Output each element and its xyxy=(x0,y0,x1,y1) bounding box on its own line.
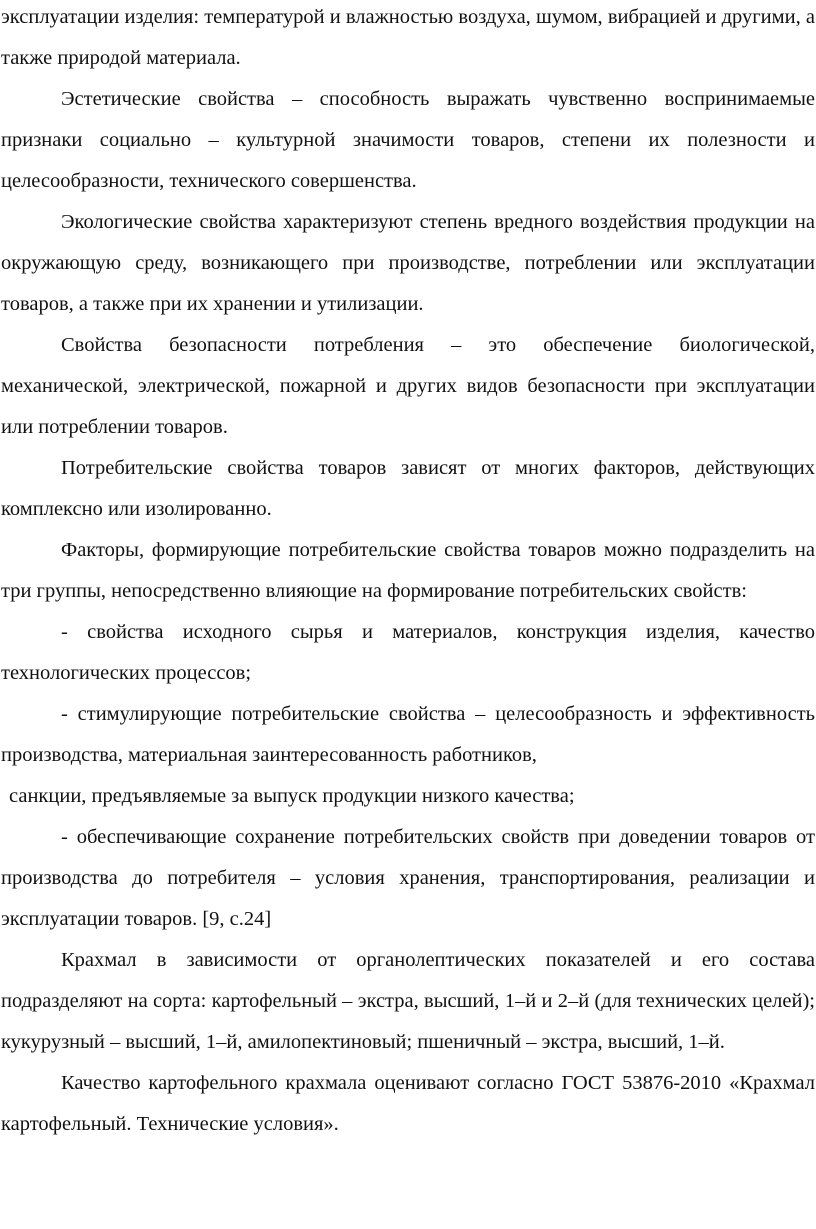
list-item-preserving: - обеспечивающие сохранение потребительских свойств при доведении товаров от производства до потребителя – условия хранения, транспортирования, реализации и эксплуатации товаров. [9, с.24] xyxy=(1,826,815,930)
paragraph-continuation: эксплуатации изделия: температурой и влажностью воздуха, шумом, вибрацией и другими, а также природой материала. xyxy=(1,6,815,69)
list-item-stimulating: - стимулирующие потребительские свойства – целесообразность и эффективность производства, материальная заинтересованность работников, xyxy=(1,703,815,766)
list-item-sanctions: санкции, предъявляемые за выпуск продукции низкого качества; xyxy=(9,785,575,807)
paragraph-aesthetic-properties: Эстетические свойства – способность выражать чувственно воспринимаемые признаки социально – культурной значимости товаров, степени их полезности и целесообразности, технического совершенства. xyxy=(1,88,815,192)
paragraph-starch-quality: Качество картофельного крахмала оценивают согласно ГОСТ 53876-2010 «Крахмал картофельный. Технические условия». xyxy=(1,1072,815,1135)
paragraph-starch-grades: Крахмал в зависимости от органолептических показателей и его состава подразделяют на сорта: картофельный – экстра, высший, 1–й и 2–й (для технических целей); кукурузный – высший, 1–й, амилопектиновый; пшеничный – экстра, высший, 1–й. xyxy=(1,949,815,1053)
paragraph-ecological-properties: Экологические свойства характеризуют степень вредного воздействия продукции на окружающую среду, возникающего при производстве, потреблении или эксплуатации товаров, а также при их хранении и утилизации. xyxy=(1,211,815,315)
list-item-raw-materials: - свойства исходного сырья и материалов, конструкция изделия, качество технологических процессов; xyxy=(1,621,815,684)
paragraph-safety-properties: Свойства безопасности потребления – это обеспечение биологической, механической, электрической, пожарной и других видов безопасности при эксплуатации или потреблении товаров. xyxy=(1,334,815,438)
paragraph-consumer-properties: Потребительские свойства товаров зависят от многих факторов, действующих комплексно или изолированно. xyxy=(1,457,815,520)
paragraph-factors: Факторы, формирующие потребительские свойства товаров можно подразделить на три группы, непосредственно влияющие на формирование потребительских свойств: xyxy=(1,539,815,602)
